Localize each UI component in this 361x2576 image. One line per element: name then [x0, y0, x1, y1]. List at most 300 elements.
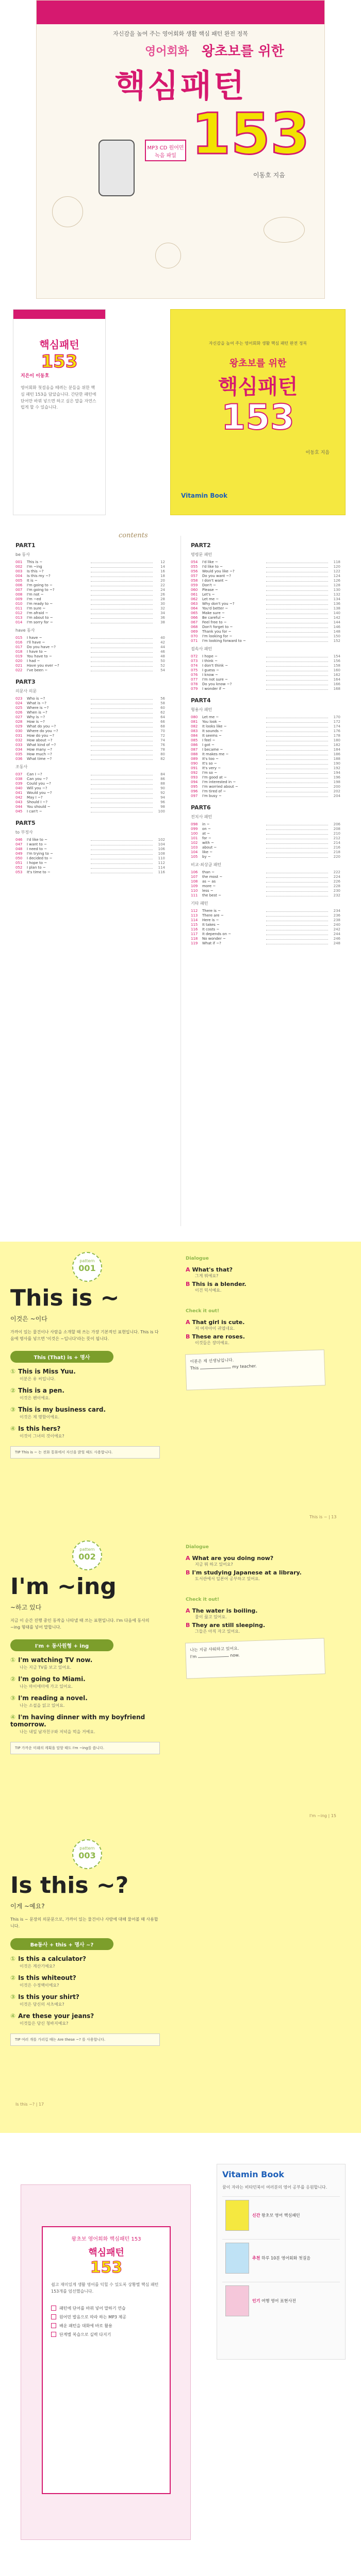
- toc-dot-leader: [266, 880, 328, 883]
- toc-entry-title: It costs ~: [202, 927, 220, 931]
- toc-entry[interactable]: [15, 733, 165, 738]
- check-label: Check it out!: [186, 1597, 220, 1602]
- toc-entry[interactable]: [191, 624, 340, 629]
- toc-entry-title: It makes me ~: [202, 752, 229, 756]
- toc-entry-number: 040: [15, 786, 23, 790]
- toc-entry[interactable]: [191, 941, 340, 945]
- toc-dot-leader: [266, 889, 328, 892]
- pattern-structure: This (That) is + 명사: [10, 1351, 113, 1363]
- cover-tagline: 자신감을 높여 주는 영어회화 생활 핵심 패턴 완전 정복: [113, 30, 248, 37]
- toc-entry[interactable]: [191, 592, 340, 597]
- toc-entry-page: 244: [333, 931, 340, 936]
- toc-entry-title: Who is ~?: [27, 696, 45, 701]
- toc-entry[interactable]: [191, 913, 340, 918]
- toc-dot-leader: [91, 787, 153, 789]
- toc-entry-title: Do you know ~?: [202, 682, 232, 686]
- toc-entry[interactable]: [191, 879, 340, 884]
- ad-book-row[interactable]: [222, 2239, 340, 2277]
- toc-dot-leader: [266, 607, 328, 609]
- toc-entry-title: Why don't you ~?: [202, 601, 235, 606]
- toc-entry[interactable]: [191, 611, 340, 615]
- toc-entry[interactable]: [15, 601, 165, 606]
- toc-entry-page: 70: [160, 728, 165, 733]
- toc-entry[interactable]: [15, 645, 165, 649]
- page-footer: I'm ~ing | 15: [309, 1814, 336, 1818]
- ad-book-row[interactable]: [222, 2282, 340, 2319]
- toc-entry-page: 200: [333, 784, 340, 789]
- toc-entry[interactable]: [191, 884, 340, 888]
- toc-entry[interactable]: [15, 564, 165, 569]
- pattern-structure: I'm + 동사원형 + ing: [10, 1639, 113, 1651]
- toc-entry[interactable]: [15, 752, 165, 756]
- toc-entry[interactable]: [191, 672, 340, 677]
- toc-dot-leader: [266, 639, 328, 642]
- toc-entry[interactable]: [191, 936, 340, 941]
- toc-entry[interactable]: [191, 826, 340, 831]
- dialogue-line: That girl is cute.: [192, 1319, 245, 1326]
- toc-entry[interactable]: [191, 756, 340, 761]
- toc-entry[interactable]: [191, 573, 340, 578]
- toc-dot-leader: [91, 730, 153, 732]
- toc-entry-number: 116: [191, 927, 198, 931]
- toc-entry[interactable]: [15, 795, 165, 800]
- toc-entry[interactable]: [15, 573, 165, 578]
- toc-entry-title: I'm going to ~: [27, 583, 53, 587]
- toc-entry-page: 208: [333, 826, 340, 831]
- toc-entry[interactable]: [15, 569, 165, 573]
- toc-entry[interactable]: [15, 583, 165, 587]
- toc-entry[interactable]: [191, 850, 340, 854]
- toc-dot-leader: [266, 942, 328, 944]
- toc-entry[interactable]: [15, 790, 165, 795]
- toc-entry-page: 150: [333, 634, 340, 638]
- toc-entry[interactable]: [15, 696, 165, 701]
- toc-entry-number: 012: [15, 611, 23, 615]
- toc-dot-leader: [266, 655, 328, 657]
- toc-entry-page: 12: [160, 560, 165, 564]
- example-item: [10, 1425, 160, 1439]
- toc-entry-title: Would you like ~?: [202, 569, 235, 573]
- toc-entry[interactable]: [191, 888, 340, 893]
- toc-dot-leader: [91, 621, 153, 623]
- dialogue-line: I'm studying Japanese at a library.: [192, 1569, 302, 1576]
- toc-entry[interactable]: [191, 601, 340, 606]
- toc-entry-number: 106: [191, 870, 198, 874]
- example-number: ④: [10, 1713, 16, 1721]
- toc-entry-title: with ~: [202, 840, 214, 845]
- toc-dot-leader: [91, 655, 153, 657]
- toc-subheading: be 동사: [15, 552, 30, 557]
- toc-entry[interactable]: [191, 908, 340, 913]
- toc-entry[interactable]: [191, 870, 340, 874]
- toc-entry[interactable]: [191, 663, 340, 668]
- example-number: ①: [10, 1955, 16, 1962]
- toc-entry[interactable]: [15, 635, 165, 640]
- toc-entry-title: I became ~: [202, 747, 223, 752]
- ad-tag: 인기: [252, 2298, 260, 2303]
- toc-entry[interactable]: [15, 804, 165, 809]
- toc-entry[interactable]: [15, 756, 165, 761]
- toc-dot-leader: [91, 706, 153, 709]
- toc-entry[interactable]: [191, 724, 340, 728]
- toc-entry[interactable]: [191, 822, 340, 826]
- toc-entry[interactable]: [191, 738, 340, 742]
- dialogue-line: These are roses.: [192, 1333, 245, 1340]
- toc-dot-leader: [91, 838, 153, 841]
- publisher-logo: Vitamin Book: [222, 2170, 284, 2179]
- toc-entry-title: Why is ~?: [27, 715, 45, 719]
- toc-entry-title: I wonder if ~: [202, 686, 226, 691]
- toc-dot-leader: [91, 602, 153, 605]
- toc-entry[interactable]: [191, 766, 340, 770]
- toc-entry[interactable]: [191, 922, 340, 927]
- toc-entry[interactable]: [15, 615, 165, 620]
- toc-entry[interactable]: [15, 578, 165, 583]
- toc-entry-number: 006: [15, 583, 23, 587]
- dialogue-label: Dialogue: [186, 1256, 209, 1261]
- dialogue-translation: 그게 뭐예요?: [195, 1274, 219, 1278]
- toc-entry[interactable]: [191, 761, 340, 766]
- toc-entry[interactable]: [15, 842, 165, 846]
- toc-entry[interactable]: [191, 638, 340, 643]
- toc-entry-page: 14: [160, 564, 165, 569]
- toc-entry[interactable]: [191, 931, 340, 936]
- toc-entry[interactable]: [191, 583, 340, 587]
- toc-entry-page: 34: [160, 611, 165, 615]
- toc-dot-leader: [91, 743, 153, 746]
- answer-blank[interactable]: [200, 1367, 231, 1369]
- toc-entry-page: 236: [333, 913, 340, 918]
- toc-entry[interactable]: [191, 845, 340, 850]
- toc-dot-leader: [266, 851, 328, 853]
- toc-entry-title: I want to ~: [27, 842, 47, 846]
- toc-entry[interactable]: [191, 668, 340, 672]
- toc-entry-number: 032: [15, 738, 23, 742]
- example-english: Is this hers?: [18, 1425, 61, 1432]
- toc-dot-leader: [266, 730, 328, 732]
- toc-entry[interactable]: [15, 592, 165, 597]
- toc-entry[interactable]: [191, 615, 340, 620]
- toc-entry-page: 82: [160, 756, 165, 761]
- toc-entry[interactable]: [191, 569, 340, 573]
- toc-dot-leader: [91, 810, 153, 812]
- toc-entry-title: Should I ~?: [27, 800, 48, 804]
- ad-tag: 신간: [252, 2213, 260, 2218]
- answer-blank[interactable]: [198, 1656, 229, 1658]
- toc-entry-title: Can you ~?: [27, 776, 48, 781]
- toc-entry[interactable]: [15, 742, 165, 747]
- toc-entry-number: 041: [15, 790, 23, 795]
- promo-number: 153: [90, 2259, 123, 2277]
- practice-note-card: [185, 1638, 325, 1679]
- promo-heading: 왕초보 영어회화 핵심패턴 153: [71, 2236, 141, 2242]
- toc-entry[interactable]: [191, 789, 340, 793]
- doodle-icon: [264, 217, 305, 243]
- toc-dot-leader: [266, 841, 328, 844]
- toc-entry[interactable]: [15, 865, 165, 870]
- toc-entry[interactable]: [191, 793, 340, 798]
- toc-entry-number: 072: [191, 654, 198, 658]
- toc-entry-number: 095: [191, 784, 198, 789]
- toc-entry[interactable]: [15, 781, 165, 786]
- toc-entry-page: 56: [160, 696, 165, 701]
- pattern-badge: [72, 1252, 102, 1282]
- toc-entry[interactable]: [15, 837, 165, 842]
- toc-entry-title: I'm not ~: [27, 592, 44, 597]
- toc-entry-title: I'm ~ing: [27, 564, 42, 569]
- toc-dot-leader: [266, 837, 328, 839]
- toc-entry-title: I'd like to ~: [27, 837, 48, 842]
- toc-entry-title: Feel free to ~: [202, 620, 227, 624]
- practice-question: 나는 지금 샤워하고 있어요.: [190, 1646, 239, 1653]
- dialogue-translation: 물이 끓고 있어요.: [195, 1615, 227, 1619]
- ad-book-row[interactable]: [222, 2196, 340, 2234]
- toc-entry[interactable]: [15, 860, 165, 865]
- toc-entry[interactable]: [191, 715, 340, 719]
- toc-entry[interactable]: [191, 564, 340, 569]
- toc-entry[interactable]: [191, 654, 340, 658]
- toc-entry-page: 30: [160, 601, 165, 606]
- example-english: Is this a calculator?: [18, 1955, 86, 1962]
- publisher-logo: Vitamin Book: [181, 492, 227, 499]
- example-korean: 나는 내일 남자친구와 저녁을 먹을 거예요.: [20, 1729, 95, 1734]
- toc-entry-number: 049: [15, 851, 23, 856]
- toc-entry-title: You look ~: [202, 719, 221, 724]
- toc-entry-page: 186: [333, 752, 340, 756]
- toc-entry[interactable]: [15, 658, 165, 663]
- promo-feature-text: 패턴에 단어를 바꿔 넣어 말하기 연습: [59, 2306, 126, 2311]
- toc-dot-leader: [91, 757, 153, 760]
- toc-entry[interactable]: [15, 851, 165, 856]
- toc-entry[interactable]: [191, 560, 340, 564]
- toc-entry-page: 232: [333, 893, 340, 897]
- toc-entry[interactable]: [191, 840, 340, 845]
- toc-entry[interactable]: [191, 606, 340, 611]
- toc-entry-number: 077: [191, 677, 198, 682]
- dialogue-block: [186, 1607, 351, 1634]
- toc-entry-number: 042: [15, 795, 23, 800]
- toc-entry-page: 216: [333, 845, 340, 850]
- toc-entry[interactable]: [15, 620, 165, 624]
- ad-book-title: 왕초보 영어 핵심패턴: [261, 2213, 300, 2218]
- toc-entry-number: 071: [191, 638, 198, 643]
- toc-entry-number: 016: [15, 640, 23, 645]
- toc-entry[interactable]: [15, 747, 165, 752]
- toc-entry[interactable]: [15, 701, 165, 705]
- toc-entry-number: 115: [191, 922, 198, 927]
- toc-entry[interactable]: [191, 733, 340, 738]
- toc-entry-page: 220: [333, 854, 340, 859]
- toc-entry-title: You should ~: [27, 804, 51, 809]
- toc-entry[interactable]: [191, 597, 340, 601]
- toc-entry[interactable]: [15, 611, 165, 615]
- pattern-title: This is ~: [10, 1285, 120, 1311]
- toc-entry-page: 18: [160, 573, 165, 578]
- toc-entry-number: 075: [191, 668, 198, 672]
- toc-entry[interactable]: [15, 786, 165, 790]
- toc-entry[interactable]: [191, 578, 340, 583]
- toc-entry-page: 242: [333, 927, 340, 931]
- toc-entry[interactable]: [191, 686, 340, 691]
- toc-subheading: have 동사: [15, 628, 35, 633]
- toc-entry[interactable]: [15, 846, 165, 851]
- toc-entry[interactable]: [191, 918, 340, 922]
- toc-entry-page: 222: [333, 870, 340, 874]
- toc-entry-page: 118: [333, 560, 340, 564]
- toc-entry[interactable]: [191, 779, 340, 784]
- toc-entry-number: 003: [15, 569, 23, 573]
- pattern-badge: [72, 1839, 102, 1869]
- toc-entry[interactable]: [15, 597, 165, 601]
- toc-entry[interactable]: [191, 893, 340, 897]
- toc-entry-page: 152: [333, 638, 340, 643]
- example-english: Is this your shirt?: [18, 1993, 79, 2001]
- toc-entry-page: 148: [333, 629, 340, 634]
- toc-entry[interactable]: [191, 836, 340, 840]
- dialogue-line: This is a blender.: [192, 1281, 247, 1287]
- toc-entry-page: 92: [160, 790, 165, 795]
- toc-entry[interactable]: [15, 728, 165, 733]
- toc-dot-leader: [266, 630, 328, 633]
- toc-entry[interactable]: [191, 752, 340, 756]
- toc-entry-page: 166: [333, 682, 340, 686]
- toc-entry[interactable]: [15, 715, 165, 719]
- toc-entry-title: than ~: [202, 870, 215, 874]
- page-footer: This is ~ | 13: [309, 1515, 337, 1519]
- toc-entry[interactable]: [15, 870, 165, 874]
- toc-entry-title: I'd like to ~: [202, 564, 223, 569]
- toc-entry[interactable]: [191, 784, 340, 789]
- toc-entry-page: 210: [333, 831, 340, 836]
- toc-entry[interactable]: [191, 874, 340, 879]
- toc-entry[interactable]: [15, 776, 165, 781]
- example-item: [10, 1387, 160, 1401]
- toc-entry-page: 28: [160, 597, 165, 601]
- example-number: ①: [10, 1367, 16, 1375]
- promo-feature-item: [51, 2306, 161, 2311]
- toc-entry[interactable]: [191, 854, 340, 859]
- toc-subheading: 전치사 패턴: [191, 815, 212, 819]
- toc-entry[interactable]: [15, 668, 165, 672]
- toc-entry[interactable]: [191, 770, 340, 775]
- toc-entry[interactable]: [191, 747, 340, 752]
- toc-entry[interactable]: [15, 856, 165, 860]
- toc-entry-page: 26: [160, 592, 165, 597]
- toc-entry-number: 084: [191, 733, 198, 738]
- toc-entry[interactable]: [15, 719, 165, 724]
- toc-entry-title: I have to ~: [27, 649, 47, 654]
- toc-entry[interactable]: [15, 705, 165, 710]
- toc-dot-leader: [91, 574, 153, 577]
- example-korean: 나는 지금 TV를 보고 있어요.: [20, 1665, 72, 1670]
- toc-entry-page: 154: [333, 654, 340, 658]
- toc-entry-title: I'm looking forward to ~: [202, 638, 246, 643]
- toc-right-column: [191, 536, 340, 945]
- book-cover-section: [0, 0, 361, 299]
- ad-tag: 추천: [252, 2256, 260, 2261]
- promo-feature-item: [51, 2332, 161, 2337]
- toc-entry[interactable]: [191, 742, 340, 747]
- toc-entry-title: less ~: [202, 888, 214, 893]
- toc-entry[interactable]: [15, 800, 165, 804]
- toc-entry-page: 104: [158, 842, 165, 846]
- pattern-title: I'm ~ing: [10, 1573, 117, 1600]
- toc-entry-title: Will you ~?: [27, 786, 47, 790]
- toc-entry[interactable]: [15, 772, 165, 776]
- toc-entry[interactable]: [191, 831, 340, 836]
- toc-entry[interactable]: [15, 606, 165, 611]
- toc-entry[interactable]: [191, 677, 340, 682]
- toc-entry[interactable]: [191, 728, 340, 733]
- toc-entry-number: 107: [191, 874, 198, 879]
- toc-entry-title: It sounds ~: [202, 728, 223, 733]
- toc-entry-page: 48: [160, 654, 165, 658]
- toc-entry-title: I don't want ~: [202, 578, 228, 583]
- toc-entry-title: the most ~: [202, 874, 223, 879]
- toc-entry[interactable]: [15, 724, 165, 728]
- toc-entry-title: What kind of ~?: [27, 742, 56, 747]
- toc-entry[interactable]: [191, 629, 340, 634]
- toc-entry[interactable]: [15, 710, 165, 715]
- checkbox-icon: [51, 2306, 56, 2311]
- toc-entry-page: 122: [333, 569, 340, 573]
- toc-entry-title: I've been ~: [27, 668, 48, 672]
- toc-entry-page: 192: [333, 766, 340, 770]
- toc-dot-leader: [91, 612, 153, 614]
- toc-entry-page: 224: [333, 874, 340, 879]
- toc-entry[interactable]: [15, 663, 165, 668]
- toc-entry[interactable]: [191, 775, 340, 779]
- toc-entry[interactable]: [15, 640, 165, 645]
- sample-page-3: [0, 1839, 361, 2117]
- toc-entry[interactable]: [191, 634, 340, 638]
- toc-entry-title: It seems ~: [202, 733, 222, 738]
- toc-entry[interactable]: [191, 719, 340, 724]
- toc-entry[interactable]: [191, 927, 340, 931]
- example-item: [10, 1694, 175, 1708]
- dialogue-block: [186, 1555, 351, 1582]
- speaker: B: [186, 1569, 190, 1576]
- toc-subheading: to 부정사: [15, 830, 33, 835]
- toc-entry-number: 111: [191, 893, 198, 897]
- dialogue-line: What's that?: [192, 1266, 233, 1273]
- toc-entry[interactable]: [191, 620, 340, 624]
- toc-entry-title: I'm sure ~: [27, 606, 46, 611]
- toc-entry-number: 046: [15, 837, 23, 842]
- toc-entry-title: I'm afraid ~: [27, 611, 48, 615]
- toc-entry[interactable]: [191, 682, 340, 686]
- toc-entry[interactable]: [15, 654, 165, 658]
- pattern-badge: [72, 1540, 102, 1570]
- toc-entry-title: Be careful ~: [202, 615, 225, 620]
- toc-entry-number: 045: [15, 809, 23, 814]
- checkbox-icon: [51, 2332, 56, 2337]
- toc-entry[interactable]: [15, 587, 165, 592]
- toc-entry[interactable]: [191, 658, 340, 663]
- tip-box: TIP 가까운 미래의 계획을 말할 때도 I'm ~ing를 씁니다.: [10, 1742, 160, 1755]
- toc-entry[interactable]: [15, 809, 165, 814]
- toc-entry[interactable]: [191, 587, 340, 592]
- toc-entry[interactable]: [15, 649, 165, 654]
- toc-entry-title: more ~: [202, 884, 216, 888]
- toc-dot-leader: [266, 776, 328, 778]
- page-footer: Is this ~? | 17: [15, 2102, 44, 2107]
- toc-entry[interactable]: [15, 738, 165, 742]
- toc-dot-leader: [91, 616, 153, 619]
- toc-entry[interactable]: [15, 560, 165, 564]
- toc-entry-number: 096: [191, 789, 198, 793]
- example-number: ②: [10, 1974, 16, 1981]
